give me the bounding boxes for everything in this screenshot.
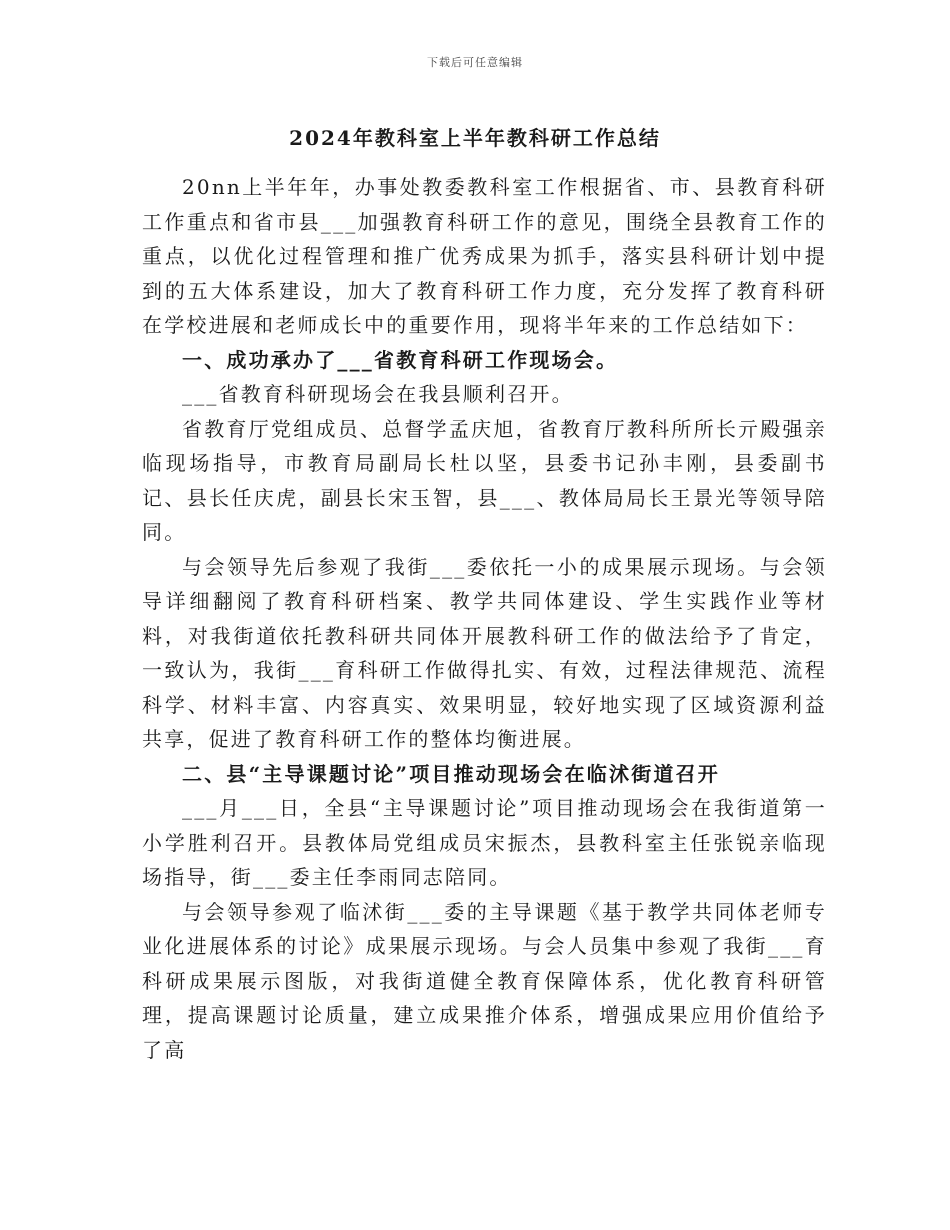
section-heading-2: 二、县“主导课题讨论”项目推动现场会在临沭街道召开 bbox=[182, 761, 721, 786]
document-title: 2024年教科室上半年教科研工作总结 bbox=[289, 126, 661, 150]
paragraph-intro: 20nn上半年年，办事处教委教科室工作根据省、市、县教育科研工作重点和省市县___加强教育科研工作的意见，围绕全县教育工作的重点，以优化过程管理和推广优秀成果为抓手，落实县科研计划中提到的五大体系建设，加大了教育科研工作力度，充分发挥了教育科研在学校进展和老师成长中的重要作用，现将半年来的工作总结如下： bbox=[142, 175, 827, 337]
paragraph: ___省教育科研现场会在我县顺利召开。 bbox=[182, 382, 574, 406]
paragraph: 省教育厅党组成员、总督学孟庆旭，省教育厅教科所所长亓殿强亲临现场指导，市教育局副局长杜以坚，县委书记孙丰刚，县委副书记、县长任庆虎，副县长宋玉智，县___、教体局局长王景光等领导陪同。 bbox=[142, 416, 827, 544]
section-heading-1: 一、成功承办了___省教育科研工作现场会。 bbox=[182, 347, 619, 372]
document-body bbox=[142, 170, 827, 1067]
paragraph: 与会领导参观了临沭街___委的主导课题《基于教学共同体老师专业化进展体系的讨论》成果展示现场。与会人员集中参观了我街___育科研成果展示图版，对我街道健全教育保障体系，优化教育科研管理，提高课题讨论质量，建立成果推介体系，增强成果应用价值给予了高 bbox=[142, 899, 827, 1062]
paragraph: 与会领导先后参观了我街___委依托一小的成果展示现场。与会领导详细翻阅了教育科研档案、教学共同体建设、学生实践作业等材料，对我街道依托教科研共同体开展教科研工作的做法给予了肯定，一致认为，我街___育科研工作做得扎实、有效，过程法律规范、流程科学、材料丰富、内容真实、效果明显，较好地实现了区域资源利益共享，促进了教育科研工作的整体均衡进展。 bbox=[142, 554, 827, 751]
header-note: 下载后可任意编辑 bbox=[427, 56, 523, 69]
paragraph: ___月___日，全县“主导课题讨论”项目推动现场会在我街道第一小学胜利召开。县教体局党组成员宋振杰，县教科室主任张锐亲临现场指导，街___委主任李雨同志陪同。 bbox=[142, 796, 827, 889]
